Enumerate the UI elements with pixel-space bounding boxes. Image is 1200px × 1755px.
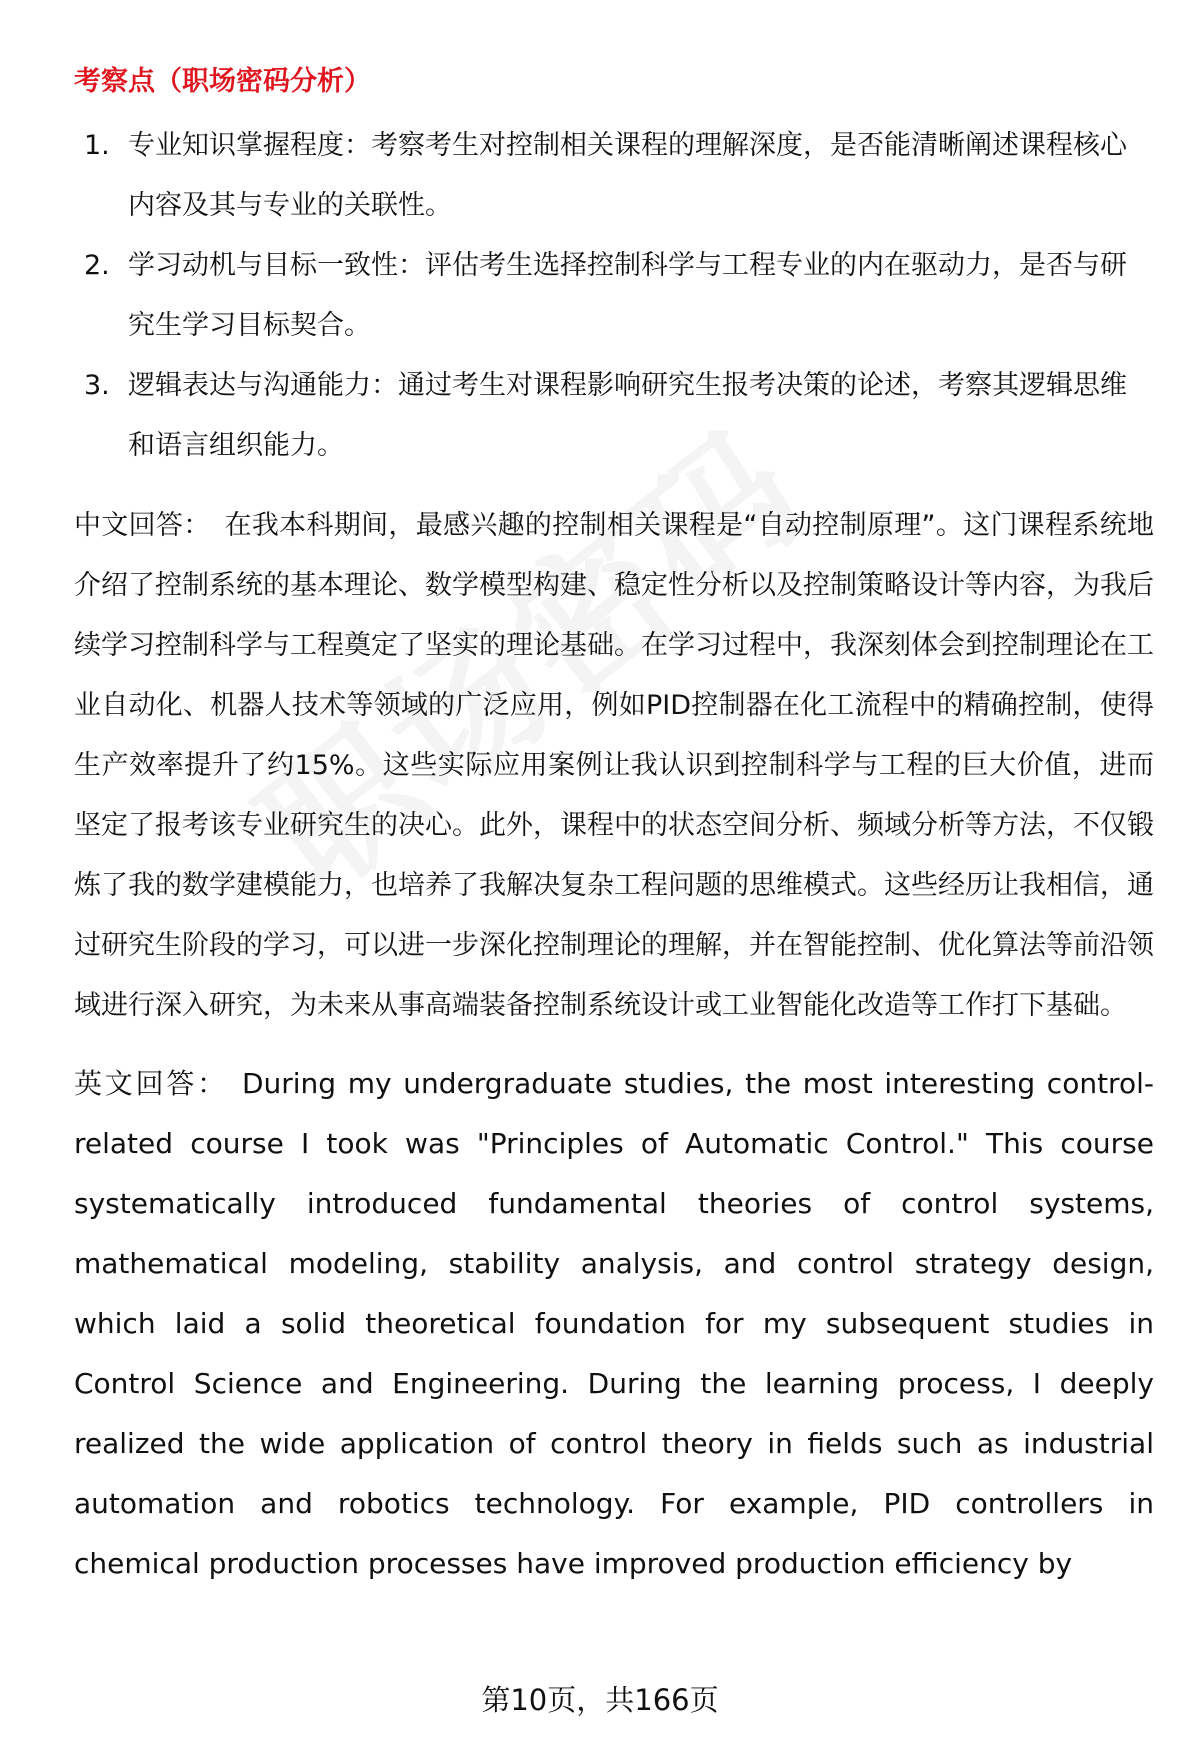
list-item-text: 专业知识掌握程度：考察考生对控制相关课程的理解深度，是否能清晰阐述课程核心内容及其与专业的关联性。 <box>128 130 1127 221</box>
chinese-answer-label: 中文回答： <box>74 510 211 541</box>
list-item-number: 2. <box>84 250 110 281</box>
english-answer-text: During my undergraduate studies, the most interesting control-related course I took was "Principles of Automatic Control." This course systematically introduced fundamental theories of control systems, mathematical modeling, stability analysis, and control strategy design, which laid a solid theoretical foundation for my subsequent studies in Control Science and Engineering. During the learning process, I deeply realized the wide application of control theory in fields such as industrial automation and robotics technology. For example, PID controllers in chemical production processes have improved production efficiency by <box>74 1067 1154 1580</box>
section-title: 考察点（职场密码分析） <box>74 66 371 97</box>
list-item <box>74 116 1148 236</box>
page-footer: 第10页，共166页 <box>481 1683 719 1717</box>
page-content <box>74 58 1154 1594</box>
english-answer-label: 英文回答： <box>74 1067 228 1100</box>
list-item-number: 1. <box>84 130 110 161</box>
list-item <box>74 236 1148 356</box>
english-answer-paragraph <box>74 1054 1154 1594</box>
list-item <box>74 356 1148 476</box>
list-item-number: 3. <box>84 370 110 401</box>
list-item-text: 学习动机与目标一致性：评估考生选择控制科学与工程专业的内在驱动力，是否与研究生学习目标契合。 <box>128 250 1127 341</box>
assessment-points-list <box>74 116 1154 476</box>
chinese-answer-text: 在我本科期间，最感兴趣的控制相关课程是“自动控制原理”。这门课程系统地介绍了控制系统的基本理论、数学模型构建、稳定性分析以及控制策略设计等内容，为我后续学习控制科学与工程奠定了坚实的理论基础。在学习过程中，我深刻体会到控制理论在工业自动化、机器人技术等领域的广泛应用，例如PID控制器在化工流程中的精确控制，使得生产效率提升了约15%。这些实际应用案例让我认识到控制科学与工程的巨大价值，进而坚定了报考该专业研究生的决心。此外，课程中的状态空间分析、频域分析等方法，不仅锻炼了我的数学建模能力，也培养了我解决复杂工程问题的思维模式。这些经历让我相信，通过研究生阶段的学习，可以进一步深化控制理论的理解，并在智能控制、优化算法等前沿领域进行深入研究，为未来从事高端装备控制系统设计或工业智能化改造等工作打下基础。 <box>74 510 1154 1021</box>
chinese-answer-paragraph <box>74 496 1154 1036</box>
list-item-text: 逻辑表达与沟通能力：通过考生对课程影响研究生报考决策的论述，考察其逻辑思维和语言组织能力。 <box>128 370 1127 461</box>
